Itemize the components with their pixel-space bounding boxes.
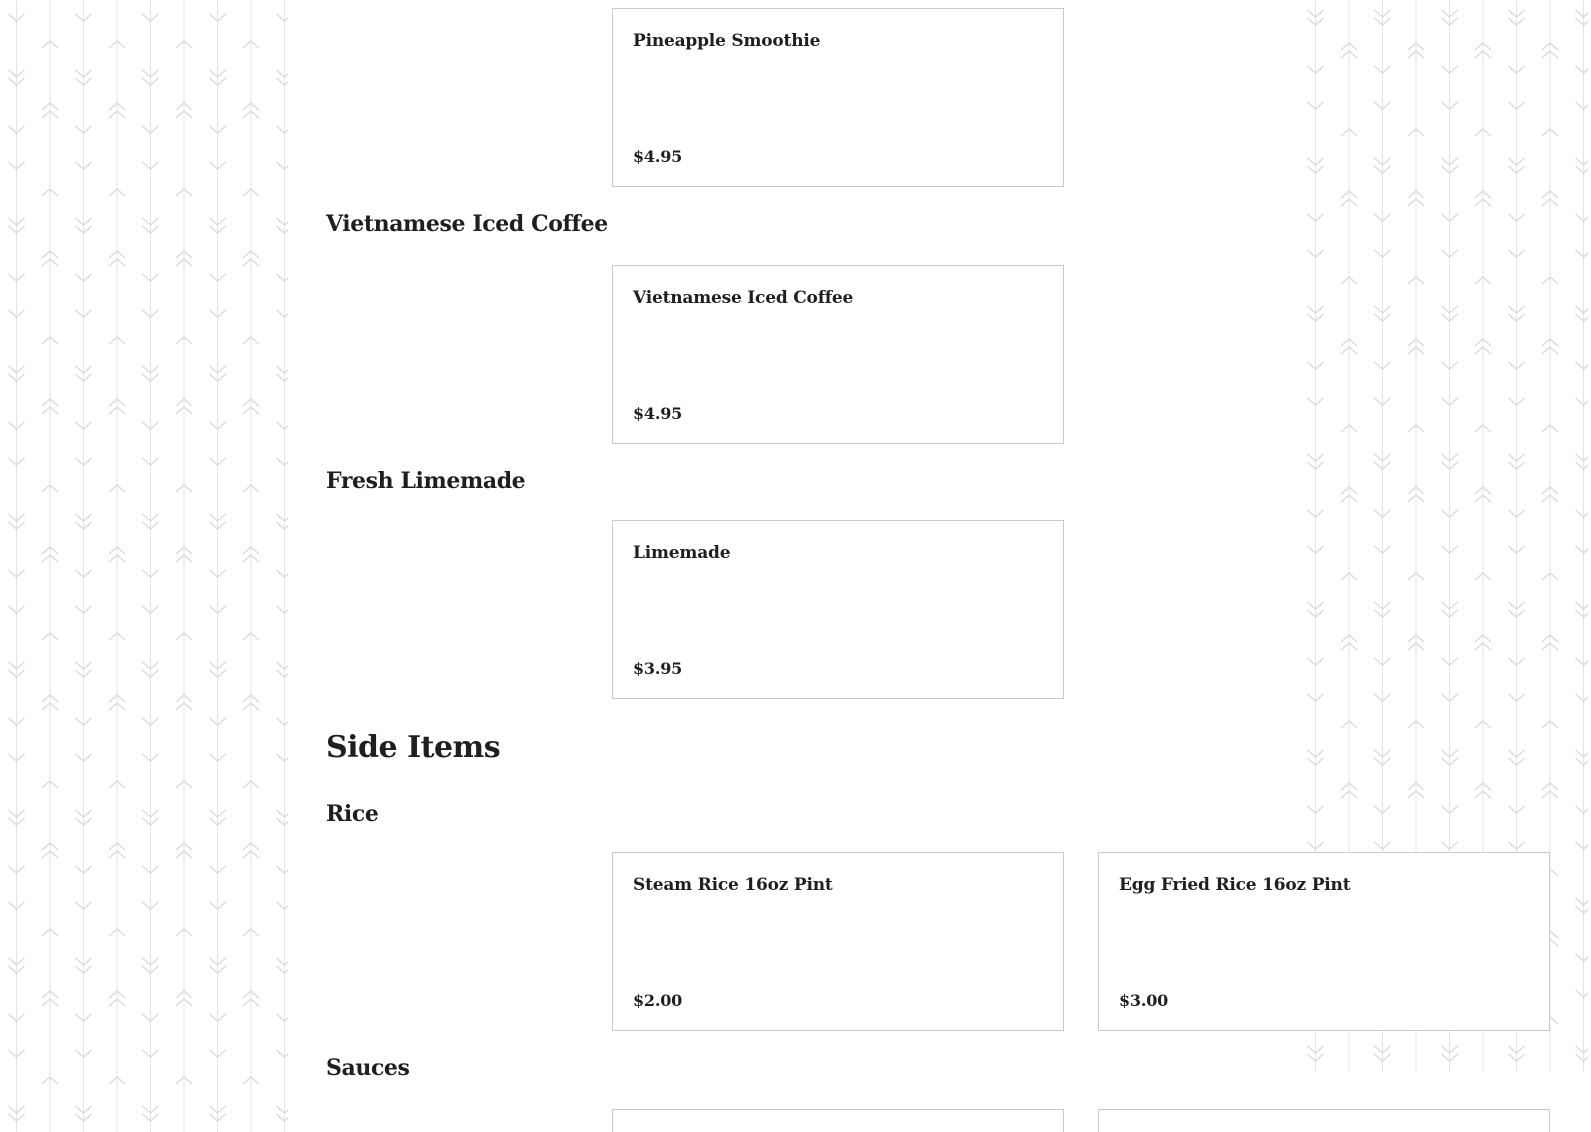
menu-item-card-egg-fried-rice[interactable] xyxy=(1098,852,1550,1031)
menu-item-card-pineapple-smoothie[interactable] xyxy=(612,8,1064,187)
item-name: Vietnamese Iced Coffee xyxy=(633,288,854,308)
item-price: $2.00 xyxy=(633,991,683,1010)
item-price: $4.95 xyxy=(633,147,683,166)
item-price: $4.95 xyxy=(633,404,683,423)
section-heading-sauces: Sauces xyxy=(326,1055,410,1081)
menu-item-card-sauce-2[interactable] xyxy=(1098,1109,1550,1132)
item-name: Pineapple Smoothie xyxy=(633,31,821,51)
item-name: Limemade xyxy=(633,543,731,563)
item-price: $3.00 xyxy=(1119,991,1169,1010)
menu-item-card-steam-rice[interactable] xyxy=(612,852,1064,1031)
section-heading-fresh-limemade: Fresh Limemade xyxy=(326,468,526,494)
arrow-pattern-background-left xyxy=(0,0,288,1132)
item-price: $3.95 xyxy=(633,659,683,678)
category-heading-side-items: Side Items xyxy=(326,730,501,765)
menu-item-card-vietnamese-iced-coffee[interactable] xyxy=(612,265,1064,444)
menu-content xyxy=(288,0,1351,1132)
section-heading-rice: Rice xyxy=(326,801,379,827)
section-heading-vietnamese-iced-coffee: Vietnamese Iced Coffee xyxy=(326,211,608,237)
item-name: Steam Rice 16oz Pint xyxy=(633,875,833,895)
menu-item-card-sauce-1[interactable] xyxy=(612,1109,1064,1132)
menu-item-card-limemade[interactable] xyxy=(612,520,1064,699)
item-name: Egg Fried Rice 16oz Pint xyxy=(1119,875,1351,895)
